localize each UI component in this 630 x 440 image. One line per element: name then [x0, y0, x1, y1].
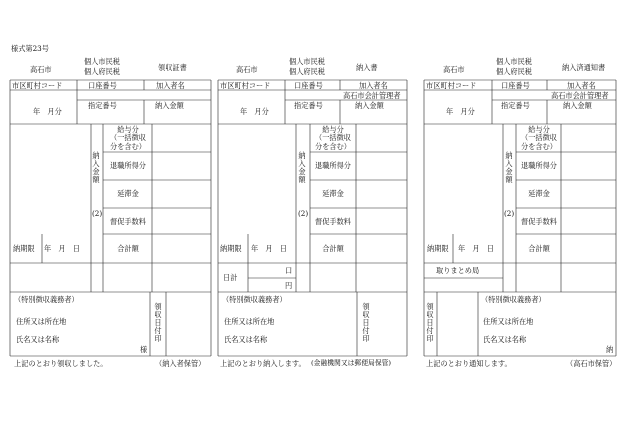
document-title: 納入済通知書: [562, 63, 606, 72]
payment-amount-label: 納入金額: [563, 101, 592, 110]
breakdown-salary-label: 給与分 （一括徴収 分を含む）: [521, 125, 557, 151]
unit-count: 口: [285, 266, 293, 275]
honorific: 納: [606, 345, 614, 354]
footer-statement: 上記のとおり領収しました。: [14, 359, 108, 368]
designated-number-label: 指定番号: [88, 101, 117, 110]
total-amount-label: 合計額: [528, 244, 550, 253]
breakdown-late-fee-label: 延滞金: [117, 189, 139, 198]
footer-statement: 上記のとおり通知します。: [426, 359, 512, 368]
collecting-office-label: 取りまとめ局: [436, 266, 480, 275]
payer-name-label: 加入者名: [156, 81, 185, 90]
deadline-label: 納期限 年 月 日: [427, 244, 494, 253]
address-label: 住所又は所在地: [224, 317, 275, 326]
special-collector-label: （特別徴収義務者）: [222, 295, 287, 304]
honorific: 様: [140, 345, 148, 354]
account-number-label: 口座番号: [501, 81, 530, 90]
payer-name-value: 高石市会計管理者: [343, 91, 401, 100]
payer-name-label: 加入者名: [567, 81, 596, 90]
city-name: 高石市: [443, 65, 465, 74]
municipality-code-label: 市区町村コード: [220, 81, 271, 90]
tax-name-city: 個人市民税: [496, 57, 532, 66]
tax-name-city: 個人市民税: [289, 57, 325, 66]
date-total-label: 日計: [223, 273, 238, 282]
note-number: (2): [504, 209, 515, 218]
note-number: (2): [92, 209, 103, 218]
city-name: 高石市: [236, 65, 258, 74]
special-collector-label: （特別徴収義務者）: [14, 295, 79, 304]
breakdown-salary-label: 給与分 （一括徴収 分を含む）: [315, 125, 351, 151]
form-number: 様式第23号: [11, 44, 49, 53]
designated-number-label: 指定番号: [294, 101, 323, 110]
payment-amount-label: 納入金額: [355, 101, 384, 110]
tax-name-prefecture: 個人府民税: [496, 67, 532, 76]
amount-vertical-label: 納 入 金 額: [505, 151, 513, 185]
footer-keeper: (金融機関又は郵便局保管): [311, 359, 392, 367]
breakdown-late-fee-label: 延滞金: [322, 189, 344, 198]
breakdown-retirement-label: 退職所得分: [110, 161, 146, 170]
footer-statement: 上記のとおり納入します。: [220, 359, 306, 368]
receipt-date-stamp-label: 領 収 日 付 印: [362, 302, 370, 344]
unit-yen: 円: [285, 281, 293, 290]
municipality-code-label: 市区町村コード: [12, 81, 63, 90]
payer-name-value: 高石市会計管理者: [551, 91, 609, 100]
tax-name-city: 個人市民税: [84, 57, 120, 66]
receipt-date-stamp-label: 領 収 日 付 印: [154, 302, 162, 344]
account-number-label: 口座番号: [88, 81, 117, 90]
special-collector-label: （特別徴収義務者）: [481, 295, 546, 304]
breakdown-late-fee-label: 延滞金: [528, 189, 550, 198]
breakdown-retirement-label: 退職所得分: [521, 161, 557, 170]
amount-vertical-label: 納 入 金 額: [298, 151, 306, 185]
footer-keeper: （納入者保管）: [155, 359, 206, 368]
document-title: 領収証書: [158, 63, 187, 72]
breakdown-salary-label: 給与分 （一括徴収 分を含む）: [110, 125, 146, 151]
payer-name-label: 加入者名: [359, 81, 388, 90]
breakdown-reminder-fee-label: 督促手数料: [315, 217, 351, 226]
note-number: (2): [298, 209, 309, 218]
period-label: 年 月分: [240, 107, 269, 116]
breakdown-retirement-label: 退職所得分: [315, 161, 351, 170]
tax-name-prefecture: 個人府民税: [84, 67, 120, 76]
address-label: 住所又は所在地: [483, 317, 534, 326]
account-number-label: 口座番号: [294, 81, 323, 90]
payment-amount-label: 納入金額: [155, 101, 184, 110]
municipality-code-label: 市区町村コード: [426, 81, 477, 90]
city-name: 高石市: [30, 65, 52, 74]
name-label: 氏名又は名称: [483, 335, 527, 344]
name-label: 氏名又は名称: [16, 335, 60, 344]
period-label: 年 月分: [446, 107, 475, 116]
designated-number-label: 指定番号: [501, 101, 530, 110]
receipt-date-stamp-label: 領 収 日 付 印: [426, 302, 434, 344]
breakdown-reminder-fee-label: 督促手数料: [521, 217, 557, 226]
deadline-label: 納期限 年 月 日: [13, 244, 80, 253]
footer-keeper: （高石市保管）: [566, 359, 617, 368]
document-title: 納入書: [356, 63, 378, 72]
period-label: 年 月分: [33, 107, 62, 116]
name-label: 氏名又は名称: [224, 335, 268, 344]
tax-name-prefecture: 個人府民税: [289, 67, 325, 76]
deadline-label: 納期限 年 月 日: [220, 244, 287, 253]
address-label: 住所又は所在地: [16, 317, 67, 326]
amount-vertical-label: 納 入 金 額: [92, 151, 100, 185]
total-amount-label: 合計額: [322, 244, 344, 253]
total-amount-label: 合計額: [117, 244, 139, 253]
breakdown-reminder-fee-label: 督促手数料: [110, 217, 146, 226]
